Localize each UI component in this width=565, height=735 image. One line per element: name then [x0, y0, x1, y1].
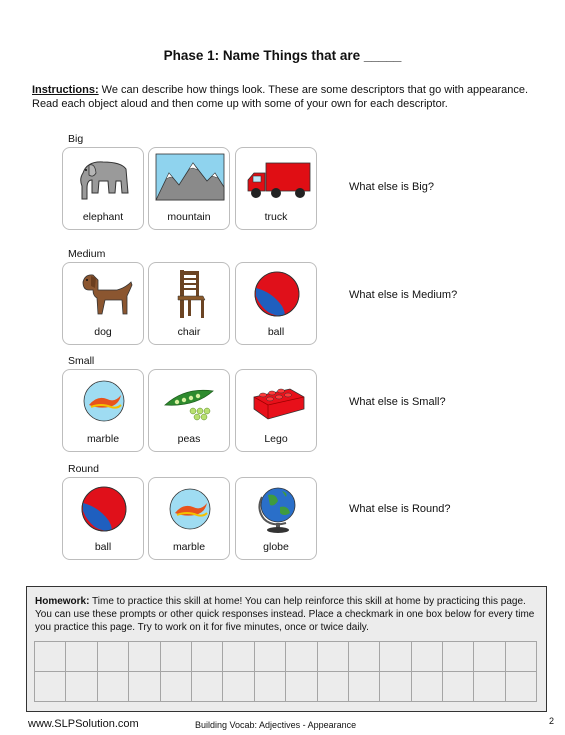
card-caption: ball — [94, 541, 112, 553]
picture-card-marble — [148, 477, 230, 560]
page-number: 2 — [549, 716, 555, 726]
page-title: Phase 1: Name Things that are _____ — [163, 48, 402, 63]
practice-checkbox[interactable] — [411, 642, 442, 672]
category-label-big: Big — [68, 133, 84, 145]
homework-label: Homework: — [35, 596, 90, 607]
practice-checkbox[interactable] — [35, 672, 66, 702]
question-medium: What else is Medium? — [349, 289, 458, 301]
picture-card-mountain — [148, 147, 230, 230]
picture-card-elephant — [62, 147, 144, 230]
practice-checkbox[interactable] — [286, 642, 317, 672]
practice-checkbox[interactable] — [411, 672, 442, 702]
practice-checkbox[interactable] — [223, 642, 254, 672]
card-caption: dog — [94, 326, 112, 338]
picture-card-lego — [235, 369, 317, 452]
question-big: What else is Big? — [349, 181, 434, 193]
card-caption: elephant — [82, 211, 124, 223]
practice-checkbox[interactable] — [97, 642, 128, 672]
footer-website: www.SLPSolution.com — [28, 718, 139, 730]
practice-checkbox[interactable] — [348, 642, 379, 672]
picture-card-ball — [62, 477, 144, 560]
picture-card-ball — [235, 262, 317, 345]
mountain-icon — [155, 153, 225, 205]
practice-checkbox[interactable] — [443, 672, 474, 702]
picture-card-marble — [62, 369, 144, 452]
picture-card-peas — [148, 369, 230, 452]
dog-icon — [69, 268, 139, 320]
practice-checkbox[interactable] — [129, 672, 160, 702]
category-label-round: Round — [68, 463, 99, 475]
practice-checkbox-grid — [34, 641, 537, 702]
picture-card-dog — [62, 262, 144, 345]
lego-icon — [242, 375, 312, 427]
practice-checkbox[interactable] — [286, 672, 317, 702]
practice-checkbox[interactable] — [443, 642, 474, 672]
picture-card-globe — [235, 477, 317, 560]
category-label-small: Small — [68, 355, 95, 367]
card-caption: marble — [86, 433, 120, 445]
ball-icon — [69, 483, 139, 535]
practice-checkbox[interactable] — [35, 642, 66, 672]
practice-checkbox[interactable] — [505, 642, 536, 672]
card-caption: mountain — [167, 211, 211, 223]
practice-checkbox[interactable] — [505, 672, 536, 702]
globe-icon — [242, 483, 312, 535]
question-round: What else is Round? — [349, 503, 451, 515]
footer-subtitle: Building Vocab: Adjectives - Appearance — [195, 720, 357, 730]
practice-checkbox[interactable] — [317, 642, 348, 672]
marble-icon — [155, 483, 225, 535]
truck-icon — [242, 153, 312, 205]
practice-checkbox[interactable] — [317, 672, 348, 702]
category-label-medium: Medium — [68, 248, 106, 260]
card-caption: Lego — [264, 433, 288, 445]
card-caption: truck — [264, 211, 288, 223]
chair-icon — [155, 268, 225, 320]
practice-checkbox[interactable] — [129, 642, 160, 672]
practice-checkbox[interactable] — [380, 672, 411, 702]
practice-checkbox[interactable] — [66, 642, 97, 672]
practice-checkbox[interactable] — [191, 642, 222, 672]
practice-checkbox[interactable] — [191, 672, 222, 702]
practice-checkbox[interactable] — [474, 672, 505, 702]
card-caption: ball — [267, 326, 285, 338]
practice-checkbox[interactable] — [223, 672, 254, 702]
instructions-label: Instructions: — [32, 84, 99, 96]
ball-icon — [242, 268, 312, 320]
practice-checkbox[interactable] — [380, 642, 411, 672]
practice-checkbox[interactable] — [348, 672, 379, 702]
card-caption: chair — [177, 326, 201, 338]
picture-card-chair — [148, 262, 230, 345]
instructions — [32, 83, 547, 111]
practice-checkbox[interactable] — [160, 642, 191, 672]
elephant-icon — [69, 153, 139, 205]
marble-icon — [69, 375, 139, 427]
card-caption: globe — [263, 541, 289, 553]
peas-icon — [155, 375, 225, 427]
practice-checkbox[interactable] — [254, 672, 285, 702]
practice-checkbox[interactable] — [474, 642, 505, 672]
practice-checkbox[interactable] — [254, 642, 285, 672]
homework-text — [35, 595, 540, 634]
card-caption: marble — [172, 541, 206, 553]
question-small: What else is Small? — [349, 396, 446, 408]
practice-checkbox[interactable] — [66, 672, 97, 702]
picture-card-truck — [235, 147, 317, 230]
practice-checkbox[interactable] — [97, 672, 128, 702]
card-caption: peas — [177, 433, 201, 445]
homework-box — [26, 586, 547, 712]
practice-checkbox[interactable] — [160, 672, 191, 702]
homework-body: Time to practice this skill at home! You can help reinforce this skill at home by practicing this page. You can use these prompts or other quick responses instead. Place a checkmark in one box below for every time you practice this page. Try to work on it for five minutes, once or twice daily. — [35, 596, 535, 633]
instructions-text: We can describe how things look. These are some descriptors that go with appearance. Read each object aloud and then come up with some of your own for each descriptor. — [32, 84, 529, 110]
